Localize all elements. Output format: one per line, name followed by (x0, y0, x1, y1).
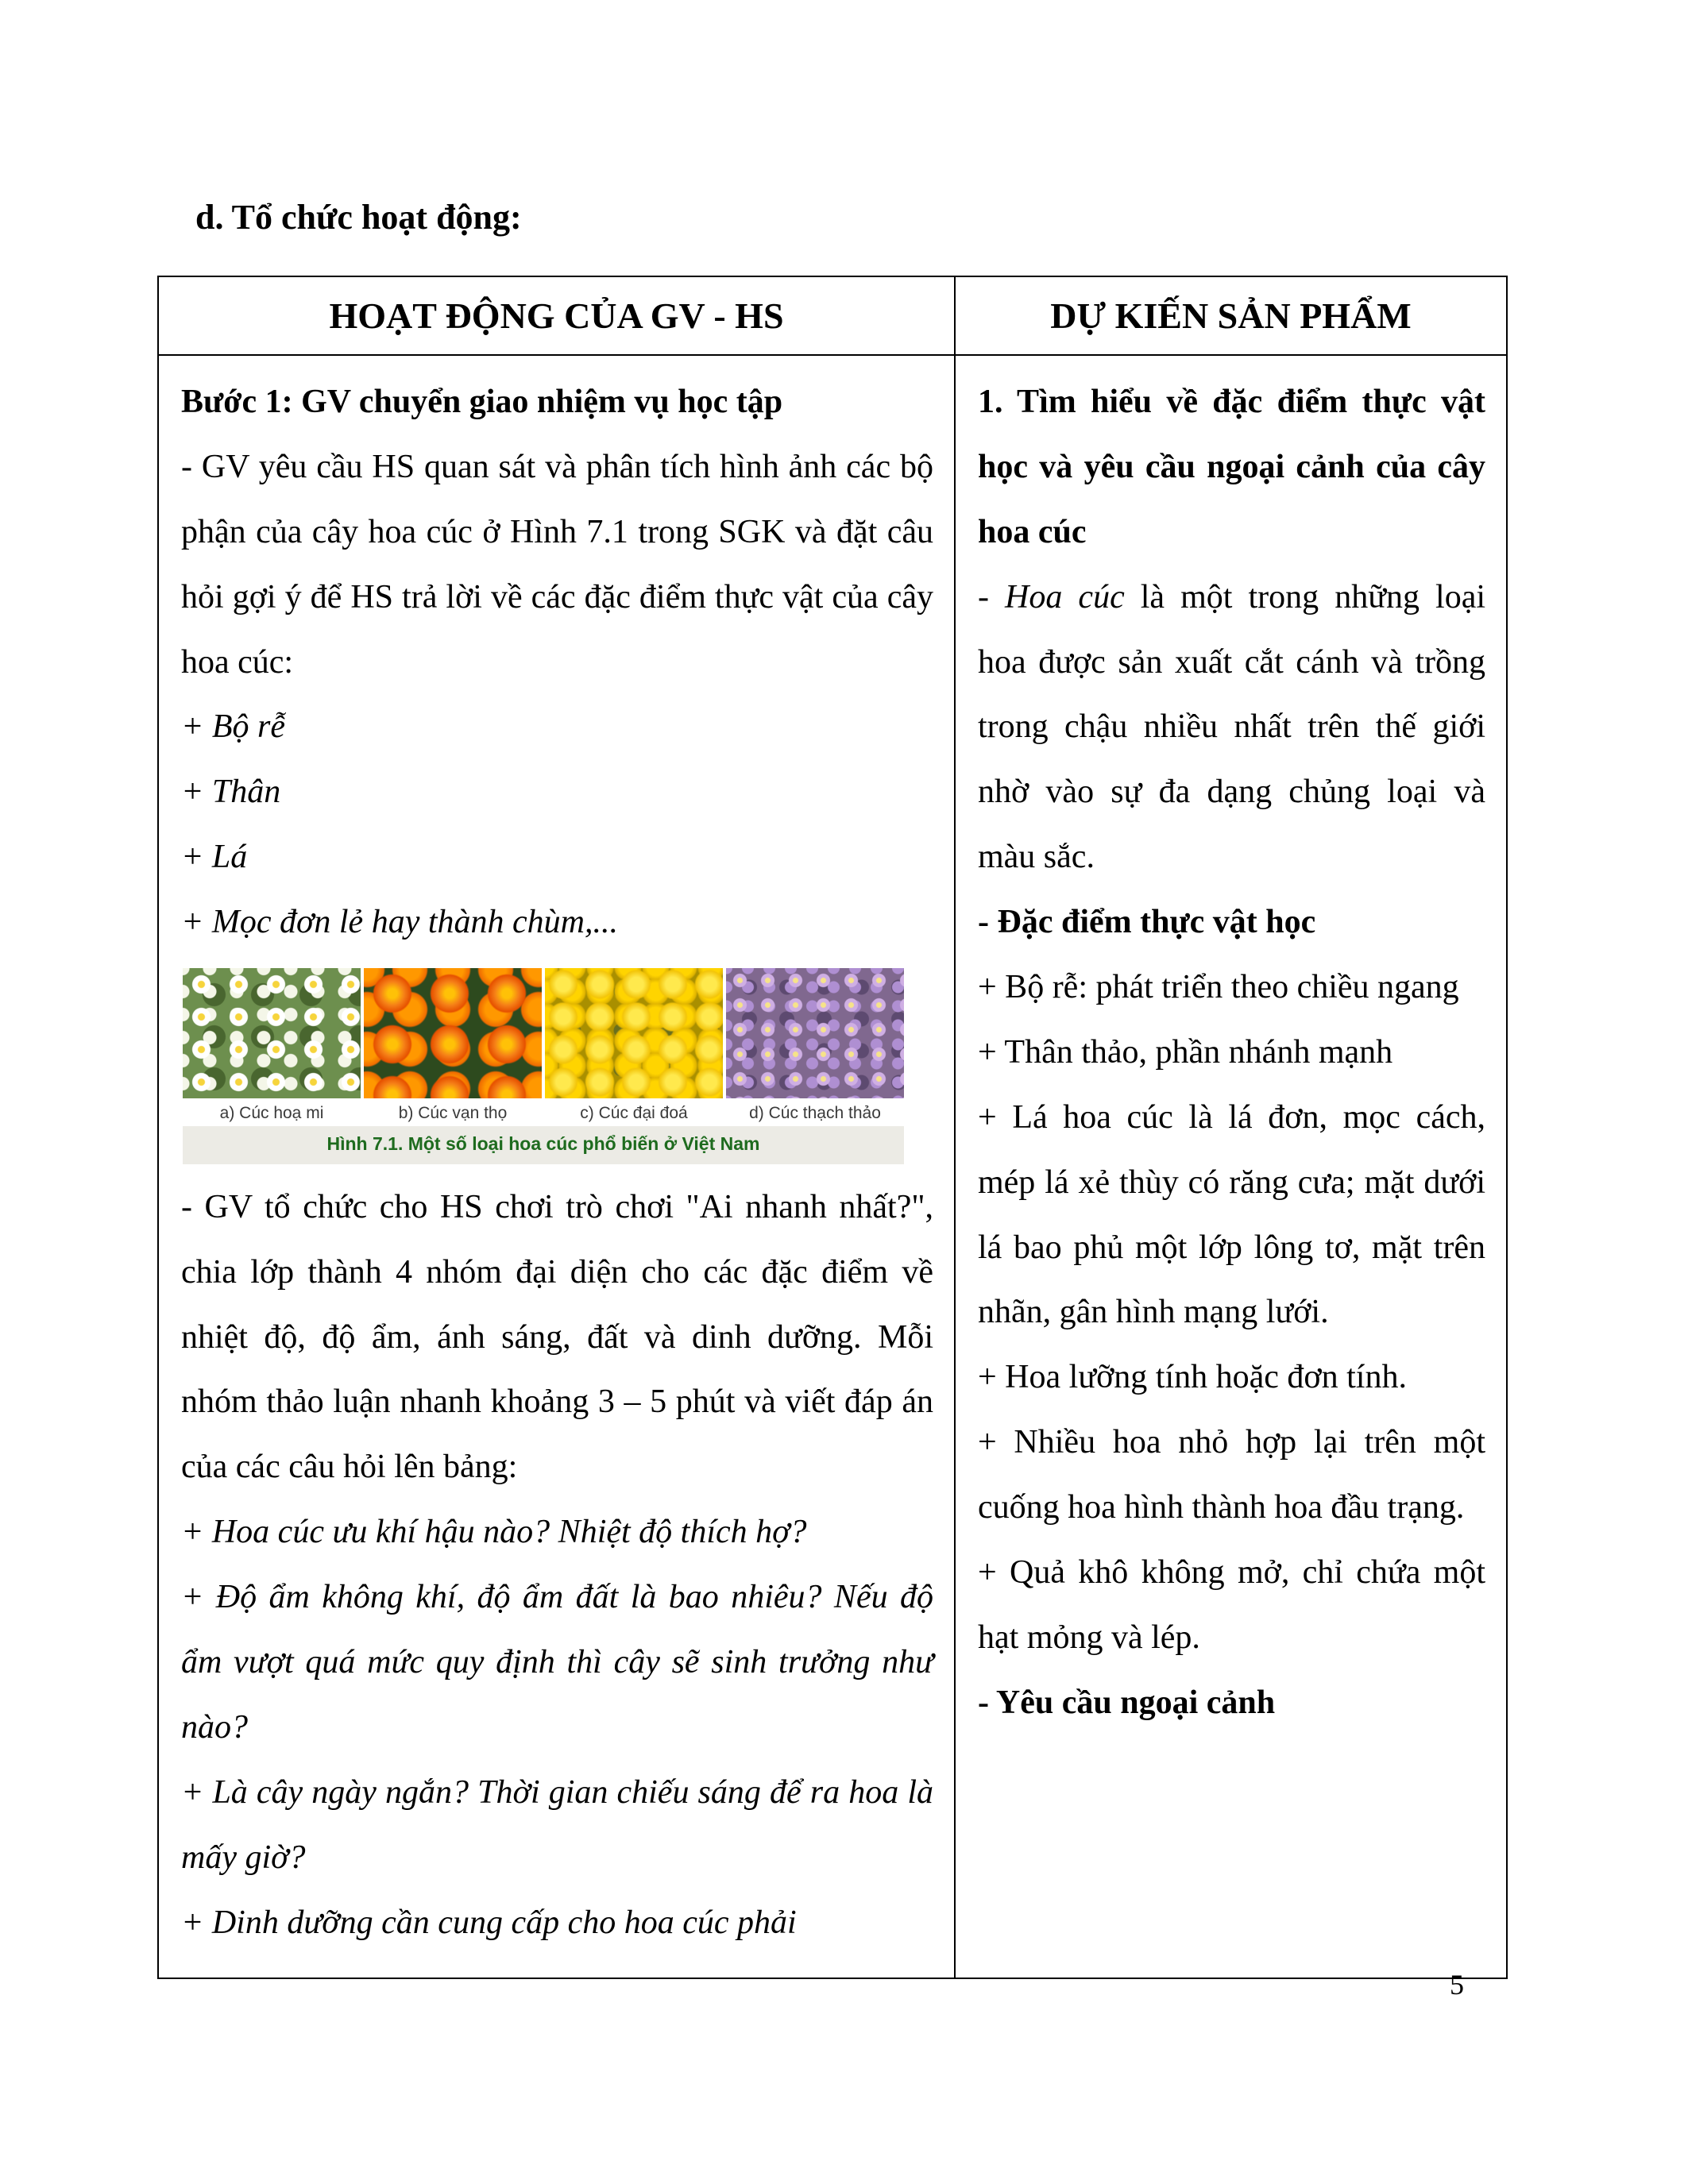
table-header-du-kien: DỰ KIẾN SẢN PHẨM (955, 276, 1507, 355)
question-item: + Là cây ngày ngắn? Thời gian chiếu sáng để ra hoa là mấy giờ? (181, 1773, 933, 1876)
question-item: + Hoa cúc ưu khí hậu nào? Nhiệt độ thích hợ? (181, 1514, 807, 1551)
question-item: + Dinh dưỡng cần cung cấp cho hoa cúc phải (181, 1904, 797, 1941)
photo-label: d) Cúc thạch thảo (749, 1104, 881, 1123)
botany-item: + Nhiều hoa nhỏ hợp lại trên một cuống hoa hình thành hoa đầu trạng. (978, 1424, 1485, 1526)
flower-photo-row (183, 968, 904, 1098)
botany-item: + Thân thảo, phần nhánh mạnh (978, 1033, 1393, 1071)
intro-paragraph (978, 565, 1485, 890)
expected-product-cell (955, 355, 1507, 1978)
photo-cuc-van-tho (364, 968, 542, 1098)
plant-part-item: + Bộ rễ (181, 708, 285, 746)
question-item: + Độ ẩm không khí, độ ẩm đất là bao nhiêu? Nếu độ ẩm vượt quá mức quy định thì cây sẽ sinh trưởng như nào? (181, 1579, 933, 1746)
table-header-row (158, 276, 1507, 355)
table-body-row (158, 355, 1507, 1978)
intro-rest: là một trong những loại hoa được sản xuất cắt cánh và trồng trong chậu nhiều nhất trên thế giới nhờ vào sự đa dạng chủng loại và màu sắc. (978, 578, 1485, 876)
botany-item: + Hoa lưỡng tính hoặc đơn tính. (978, 1359, 1407, 1396)
photo-cuc-thach-thao (726, 968, 904, 1098)
figure-caption: Hình 7.1. Một số loại hoa cúc phổ biến ở Việt Nam (183, 1126, 904, 1164)
photo-label: b) Cúc vạn thọ (398, 1104, 508, 1123)
botany-item: + Bộ rễ: phát triển theo chiều ngang (978, 969, 1459, 1006)
step-1-title: Bước 1: GV chuyển giao nhiệm vụ học tập (181, 384, 783, 420)
botany-item: + Lá hoa cúc là lá đơn, mọc cách, mép lá xẻ thùy có răng cưa; mặt dưới lá bao phủ một lớp lông tơ, mặt trên nhãn, gân hình mạng lưới. (978, 1098, 1485, 1331)
product-title: 1. Tìm hiểu về đặc điểm thực vật học và yêu cầu ngoại cảnh của cây hoa cúc (978, 384, 1485, 550)
flower-label-row (183, 1098, 904, 1126)
figure-7-1 (183, 968, 904, 1164)
plant-part-item: + Mọc đơn lẻ hay thành chùm,... (181, 904, 618, 941)
activity-table (157, 276, 1508, 1979)
botany-heading: - Đặc điểm thực vật học (978, 904, 1316, 941)
plant-part-item: + Thân (181, 774, 281, 811)
section-heading: d. Tổ chức hoạt động: (195, 198, 522, 237)
gv-hs-activity-cell (158, 355, 955, 1978)
game-instruction-paragraph: - GV tổ chức cho HS chơi trò chơi "Ai nhanh nhất?", chia lớp thành 4 nhóm đại diện cho các đặc điểm về nhiệt độ, độ ẩm, ánh sáng, đất và dinh dưỡng. Mỗi nhóm thảo luận nhanh khoảng 3 – 5 phút và viết đáp án của các câu hỏi lên bảng: (181, 1188, 933, 1486)
intro-dash: - (978, 578, 1006, 615)
photo-cuc-hoa-mi (183, 968, 361, 1098)
botany-item: + Quả khô không mở, chỉ chứa một hạt mỏng và lép. (978, 1554, 1485, 1656)
environment-heading: - Yêu cầu ngoại cảnh (978, 1684, 1276, 1721)
plant-part-item: + Lá (181, 839, 248, 876)
table-header-gv-hs: HOẠT ĐỘNG CỦA GV - HS (158, 276, 955, 355)
photo-cuc-dai-doa (545, 968, 723, 1098)
page-number: 5 (1450, 1969, 1464, 2001)
photo-label: c) Cúc đại đoá (580, 1104, 688, 1123)
gv-instruction-paragraph: - GV yêu cầu HS quan sát và phân tích hình ảnh các bộ phận của cây hoa cúc ở Hình 7.1 trong SGK và đặt câu hỏi gợi ý để HS trả lời về các đặc điểm thực vật của cây hoa cúc: (181, 448, 933, 681)
intro-term: Hoa cúc (1005, 578, 1125, 615)
photo-label: a) Cúc hoạ mi (219, 1104, 324, 1123)
